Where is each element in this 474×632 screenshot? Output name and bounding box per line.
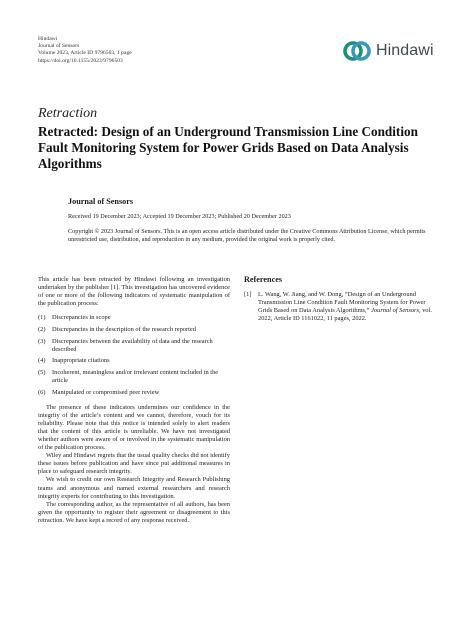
references-heading: References bbox=[244, 275, 283, 284]
hindawi-logo-icon bbox=[343, 39, 371, 63]
doi-link[interactable]: https://doi.org/10.1155/2023/9796503 bbox=[38, 57, 123, 64]
body-paragraph: Wiley and Hindawi regrets that the usual quality checks did not identify these issues before publication and have since put additional measures in place to safeguard research integrity. bbox=[38, 452, 230, 476]
reference-text: L. Wang, W. Jiang, and W. Dong, “Design of an Underground Transmission Line Condition Fault Monitoring System for Power Grids Based on Data Analysis Algorithms,” Journal of Sensors, vol. 2022, Article ID 1161022, 11 pages, 2022. bbox=[258, 291, 432, 323]
body-paragraph: The presence of these indicators undermines our confidence in the integrity of the article’s content and we cannot, therefore, vouch for its reliability. Please note that this notice is intended solely to alert readers that the content of this article is unreliable. We have not investigated whether authors were aware of or involved in the systematic manipulation of the publication process. bbox=[38, 403, 230, 452]
list-item: (4) Inappropriate citations bbox=[38, 357, 110, 365]
list-item: (5) Incoherent, meaningless and/or irrelevant content included in the article bbox=[38, 368, 219, 384]
reference-journal: Journal of Sensors bbox=[371, 307, 420, 315]
hindawi-logo bbox=[343, 38, 443, 64]
references-section bbox=[244, 276, 440, 323]
publisher-name: Hindawi bbox=[38, 36, 58, 42]
reference-item bbox=[244, 291, 440, 323]
hindawi-logo-text: Hindawi bbox=[376, 42, 434, 59]
list-item: (6) Manipulated or compromised peer review bbox=[38, 388, 160, 396]
indicator-list bbox=[38, 314, 230, 396]
body-paragraph: We wish to credit our own Research Integrity and Research Publishing teams and anonymous and named external researchers and research integrity experts for contributing to this investigation. bbox=[38, 476, 230, 500]
journal-name: Journal of Sensors bbox=[68, 197, 134, 206]
body-paragraph: The corresponding author, as the representative of all authors, has been given the opportunity to register their agreement or disagreement to this retraction. We have kept a record of any response received. bbox=[38, 500, 230, 524]
list-item: (2) Discrepancies in the description of the research reported bbox=[38, 325, 196, 333]
intro-paragraph: This article has been retracted by Hindawi following an investigation undertaken by the publisher [1]. This investigation has uncovered evidence of one or more of the following indicators of systematic manipulation of the publication process: bbox=[38, 276, 230, 308]
article-metadata bbox=[38, 36, 132, 65]
journal-name-header: Journal of Sensors bbox=[38, 43, 80, 50]
article-kind: Retraction bbox=[38, 106, 98, 121]
list-item: (1) Discrepancies in scope bbox=[38, 314, 111, 322]
article-title: Retracted: Design of an Underground Transmission Line Condition Fault Monitoring System for Power Grids Based on Data Analysis Algorithms bbox=[38, 124, 418, 171]
article-dates: Received 19 December 2023; Accepted 19 December 2023; Published 20 December 2023 bbox=[68, 213, 291, 220]
list-item: (3) Discrepancies between the availability of data and the research described bbox=[38, 337, 213, 353]
reference-number: [1] bbox=[244, 291, 252, 299]
volume-line: Volume 2023, Article ID 9796503, 1 page bbox=[38, 50, 132, 57]
retraction-body bbox=[38, 276, 230, 525]
copyright-notice: Copyright © 2023 Journal of Sensors. This is an open access article distributed under the Creative Commons Attribution License, which permits unrestricted use, distribution, and reproduction in any medium, provided the original work is properly cited. bbox=[68, 228, 426, 244]
